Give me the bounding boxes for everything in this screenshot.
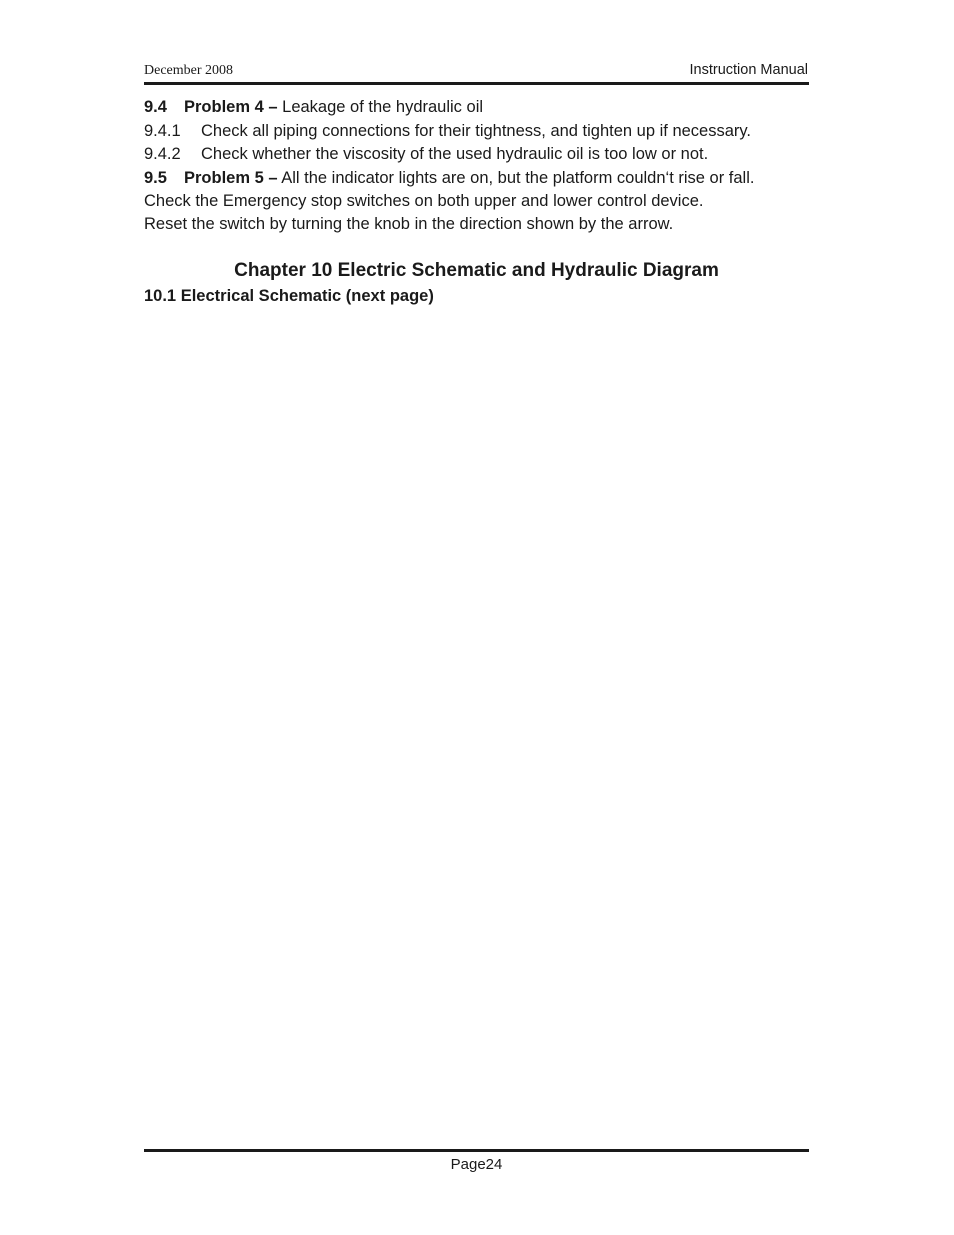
section-text: All the indicator lights are on, but the platform couldn‘t rise or fall. — [281, 169, 755, 187]
subsection-title: Electrical Schematic (next page) — [180, 287, 434, 305]
section-9-5 — [144, 169, 754, 188]
section-label: Problem 4 – — [184, 98, 278, 116]
section-9-4 — [144, 98, 483, 117]
chapter-title: Chapter 10 Electric Schematic and Hydraulic Diagram — [234, 260, 719, 281]
footer-rule — [144, 1149, 809, 1152]
header-rule — [144, 82, 809, 85]
subsection-number: 10.1 — [144, 287, 177, 305]
section-9-4-2 — [144, 145, 708, 164]
section-9-5-line-2: Check the Emergency stop switches on both upper and lower control device. — [144, 192, 704, 210]
section-9-4-1 — [144, 122, 751, 141]
section-number: 9.4.1 — [144, 122, 181, 140]
section-text: Leakage of the hydraulic oil — [282, 98, 484, 116]
header-title: Instruction Manual — [689, 62, 808, 78]
section-number: 9.4 — [144, 98, 167, 116]
section-9-5-line-3: Reset the switch by turning the knob in the direction shown by the arrow. — [144, 215, 674, 233]
section-number: 9.5 — [144, 169, 167, 187]
subsection-10-1 — [144, 287, 434, 306]
page-number: Page24 — [450, 1156, 503, 1173]
header-date: December 2008 — [144, 63, 234, 78]
section-label: Problem 5 – — [184, 169, 278, 187]
section-text: Check all piping connections for their tightness, and tighten up if necessary. — [201, 122, 752, 140]
section-text: Check whether the viscosity of the used hydraulic oil is too low or not. — [201, 145, 709, 163]
section-number: 9.4.2 — [144, 145, 181, 163]
